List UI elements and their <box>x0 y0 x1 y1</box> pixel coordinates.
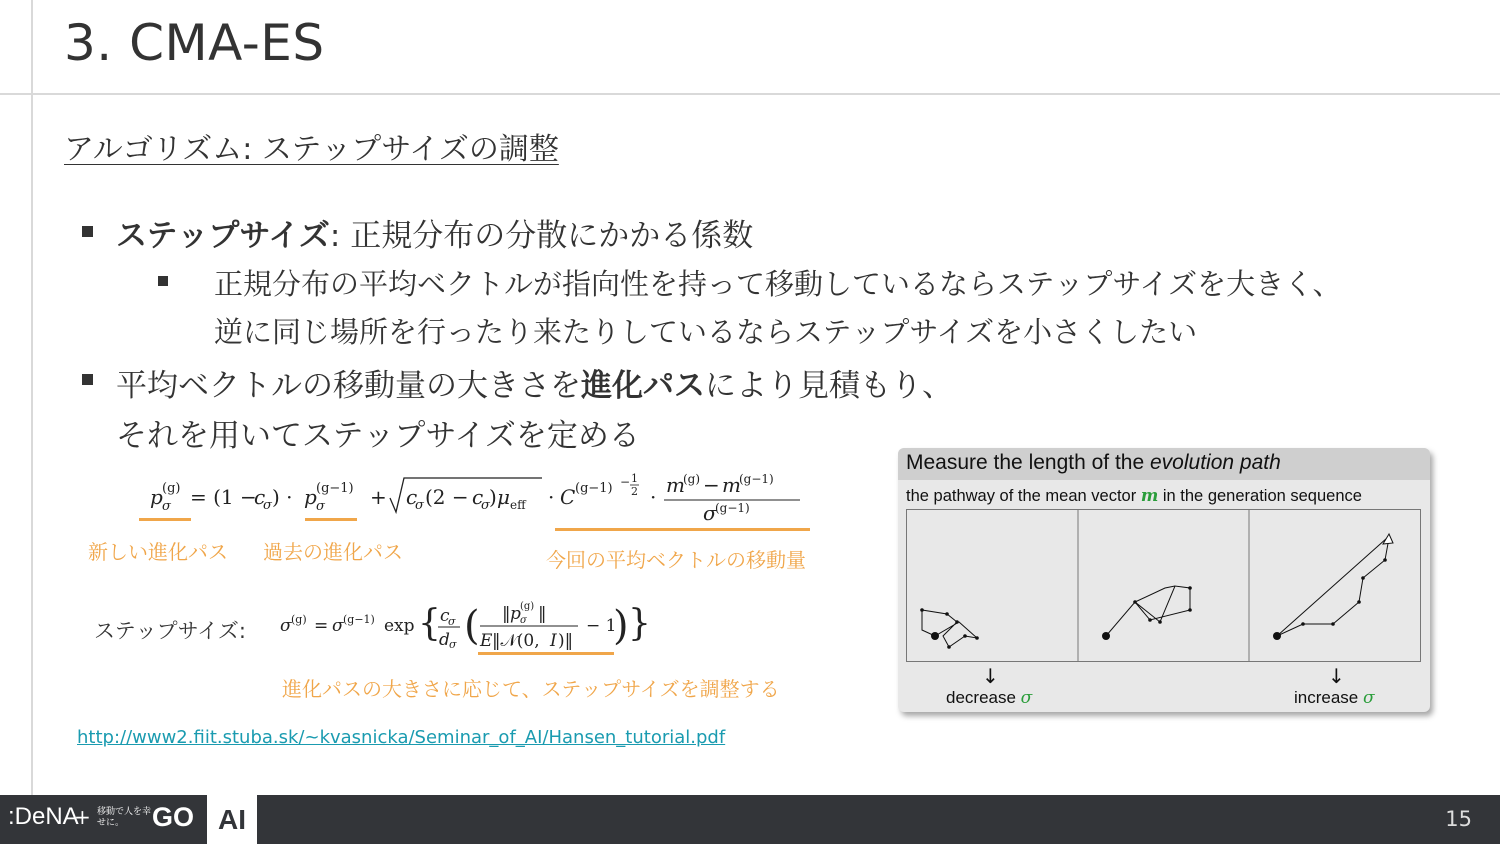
slide-subtitle: アルゴリズム: ステップサイズの調整 <box>64 132 559 167</box>
bullet-marker <box>82 226 93 237</box>
svg-text:= (1 −: = (1 − <box>190 485 257 509</box>
bullet-ep-term: 進化パス <box>581 368 705 404</box>
svg-text:): ) <box>613 603 629 649</box>
caption-decrease <box>946 688 1032 708</box>
figure-title-em: evolution path <box>1150 451 1281 474</box>
caption-increase <box>1294 688 1375 708</box>
bullet-ep-pre: 平均ベクトルの移動量の大きさを <box>116 368 581 404</box>
svg-text:(g−1): (g−1) <box>575 481 613 496</box>
underline-mean-move <box>555 528 810 531</box>
step-size-formula-graphic <box>280 595 650 657</box>
label-adjust: 進化パスの大きさに応じて、ステップサイズを調整する <box>282 677 780 701</box>
underline-past-path <box>305 518 357 521</box>
bullet-step-size-desc: : 正規分布の分散にかかる係数 <box>329 218 754 254</box>
svg-text:d: d <box>439 630 450 650</box>
caption-decrease-sigma: σ <box>1020 688 1033 708</box>
sub-bullet-marker <box>158 276 168 286</box>
svg-text:m: m <box>722 473 741 497</box>
svg-text:‖𝒩(0,: ‖𝒩(0, <box>492 631 540 651</box>
evolution-path-formula-graphic <box>150 472 810 528</box>
figure-title <box>906 451 1281 475</box>
bullet-ep-post: により見積もり、 <box>705 368 953 404</box>
svg-text:m: m <box>666 473 685 497</box>
go-logo: GO <box>152 802 195 832</box>
caption-decrease-text: decrease <box>946 688 1021 707</box>
figure-subtitle-m: m <box>1140 486 1159 505</box>
svg-text:σ: σ <box>703 501 717 525</box>
svg-text:c: c <box>440 606 450 626</box>
label-past-path: 過去の進化パス <box>263 540 403 564</box>
svg-text:+: + <box>370 485 387 509</box>
svg-text:(g−1): (g−1) <box>316 481 354 496</box>
bullet-evolution-path <box>116 360 953 405</box>
ai-logo: AI <box>207 795 257 844</box>
svg-text:1: 1 <box>631 472 638 485</box>
svg-text:p: p <box>510 604 521 624</box>
underline-new-path <box>139 518 191 521</box>
step-size-label: ステップサイズ: <box>94 619 246 643</box>
bullet-step-size-term: ステップサイズ <box>116 218 330 254</box>
bullet-marker <box>82 374 93 385</box>
svg-text:μ: μ <box>497 485 510 509</box>
svg-text:2: 2 <box>631 485 638 498</box>
svg-text:σ: σ <box>448 615 456 628</box>
svg-text:p: p <box>304 485 317 509</box>
svg-text:−: − <box>703 473 720 497</box>
evolution-path-formula <box>150 472 810 532</box>
svg-text:(2 −: (2 − <box>425 485 469 509</box>
underline-adjust <box>478 652 614 655</box>
svg-text:σ: σ <box>280 616 292 636</box>
logo-plus: + <box>74 805 91 829</box>
svg-text:‖: ‖ <box>538 604 547 624</box>
svg-text:(g−1): (g−1) <box>715 501 750 515</box>
svg-text:c: c <box>254 485 266 509</box>
svg-text:c: c <box>472 485 484 509</box>
figure-subtitle-post: in the generation sequence <box>1158 487 1362 505</box>
svg-text:σ: σ <box>481 498 490 513</box>
svg-text:): ) <box>489 485 497 509</box>
svg-text:σ: σ <box>332 616 344 636</box>
svg-text:σ: σ <box>316 499 325 514</box>
title-rule <box>0 93 1500 95</box>
svg-text:σ: σ <box>162 499 171 514</box>
label-mean-move: 今回の平均ベクトルの移動量 <box>546 548 806 572</box>
reference-link[interactable]: http://www2.fiit.stuba.sk/~kvasnicka/Seminar_of_AI/Hansen_tutorial.pdf <box>77 727 726 748</box>
figure-title-pre: Measure the length of the <box>906 451 1150 474</box>
svg-text:(g−1): (g−1) <box>739 472 774 486</box>
go-tagline: 移動で人を幸せに。 <box>97 807 152 828</box>
arrow-down-icon: ↓ <box>982 664 999 688</box>
caption-increase-sigma: σ <box>1362 688 1375 708</box>
svg-text:=: = <box>314 616 329 636</box>
svg-text:{: { <box>418 603 441 644</box>
svg-text:− 1: − 1 <box>586 616 617 636</box>
caption-increase-text: increase <box>1294 688 1363 707</box>
arrow-down-icon: ↓ <box>1328 664 1345 688</box>
svg-text:(g): (g) <box>291 613 307 626</box>
svg-text:exp: exp <box>384 616 415 636</box>
svg-text:‖: ‖ <box>502 604 511 624</box>
bullet-step-size <box>116 210 753 255</box>
svg-text:eff: eff <box>510 498 526 512</box>
svg-text:(g): (g) <box>162 481 181 496</box>
svg-text:σ: σ <box>449 638 457 651</box>
figure-subtitle-pre: the pathway of the mean vector <box>906 487 1141 505</box>
svg-text:(g−1): (g−1) <box>343 613 375 626</box>
svg-text:·: · <box>650 485 657 509</box>
left-rule <box>31 0 33 795</box>
svg-text:p: p <box>150 485 163 509</box>
svg-text:)‖: )‖ <box>558 631 574 651</box>
figure-paths-box <box>906 509 1421 662</box>
svg-text:σ: σ <box>520 615 527 626</box>
svg-text:(g): (g) <box>520 601 535 612</box>
bullet-evolution-path-line2: それを用いてステップサイズを定める <box>116 418 640 454</box>
svg-text:(: ( <box>464 603 480 649</box>
svg-text:E: E <box>480 631 493 651</box>
sub-bullet-line2: 逆に同じ場所を行ったり来たりしているならステップサイズを小さくしたい <box>214 315 1198 349</box>
svg-text:−: − <box>620 475 631 489</box>
figure-subtitle <box>906 486 1362 506</box>
svg-text:σ: σ <box>263 498 272 513</box>
label-new-path: 新しい進化パス <box>88 540 228 564</box>
footer-bar <box>0 795 1500 844</box>
svg-text:(g): (g) <box>683 472 701 486</box>
svg-text:c: c <box>406 485 418 509</box>
slide-title: 3. CMA-ES <box>64 14 325 72</box>
svg-text:I: I <box>550 631 557 651</box>
svg-text:σ: σ <box>415 498 424 513</box>
dena-logo: :DeNA <box>8 803 79 830</box>
page-number: 15 <box>1445 807 1472 831</box>
svg-text:) ·: ) · <box>272 485 293 509</box>
figure-paths-graphic <box>907 510 1420 661</box>
svg-text:·: · <box>548 485 555 509</box>
sub-bullet-line1: 正規分布の平均ベクトルが指向性を持って移動しているならステップサイズを大きく、 <box>214 267 1342 301</box>
svg-text:}: } <box>628 603 650 644</box>
evolution-path-figure <box>898 448 1430 712</box>
svg-text:C: C <box>560 485 576 509</box>
